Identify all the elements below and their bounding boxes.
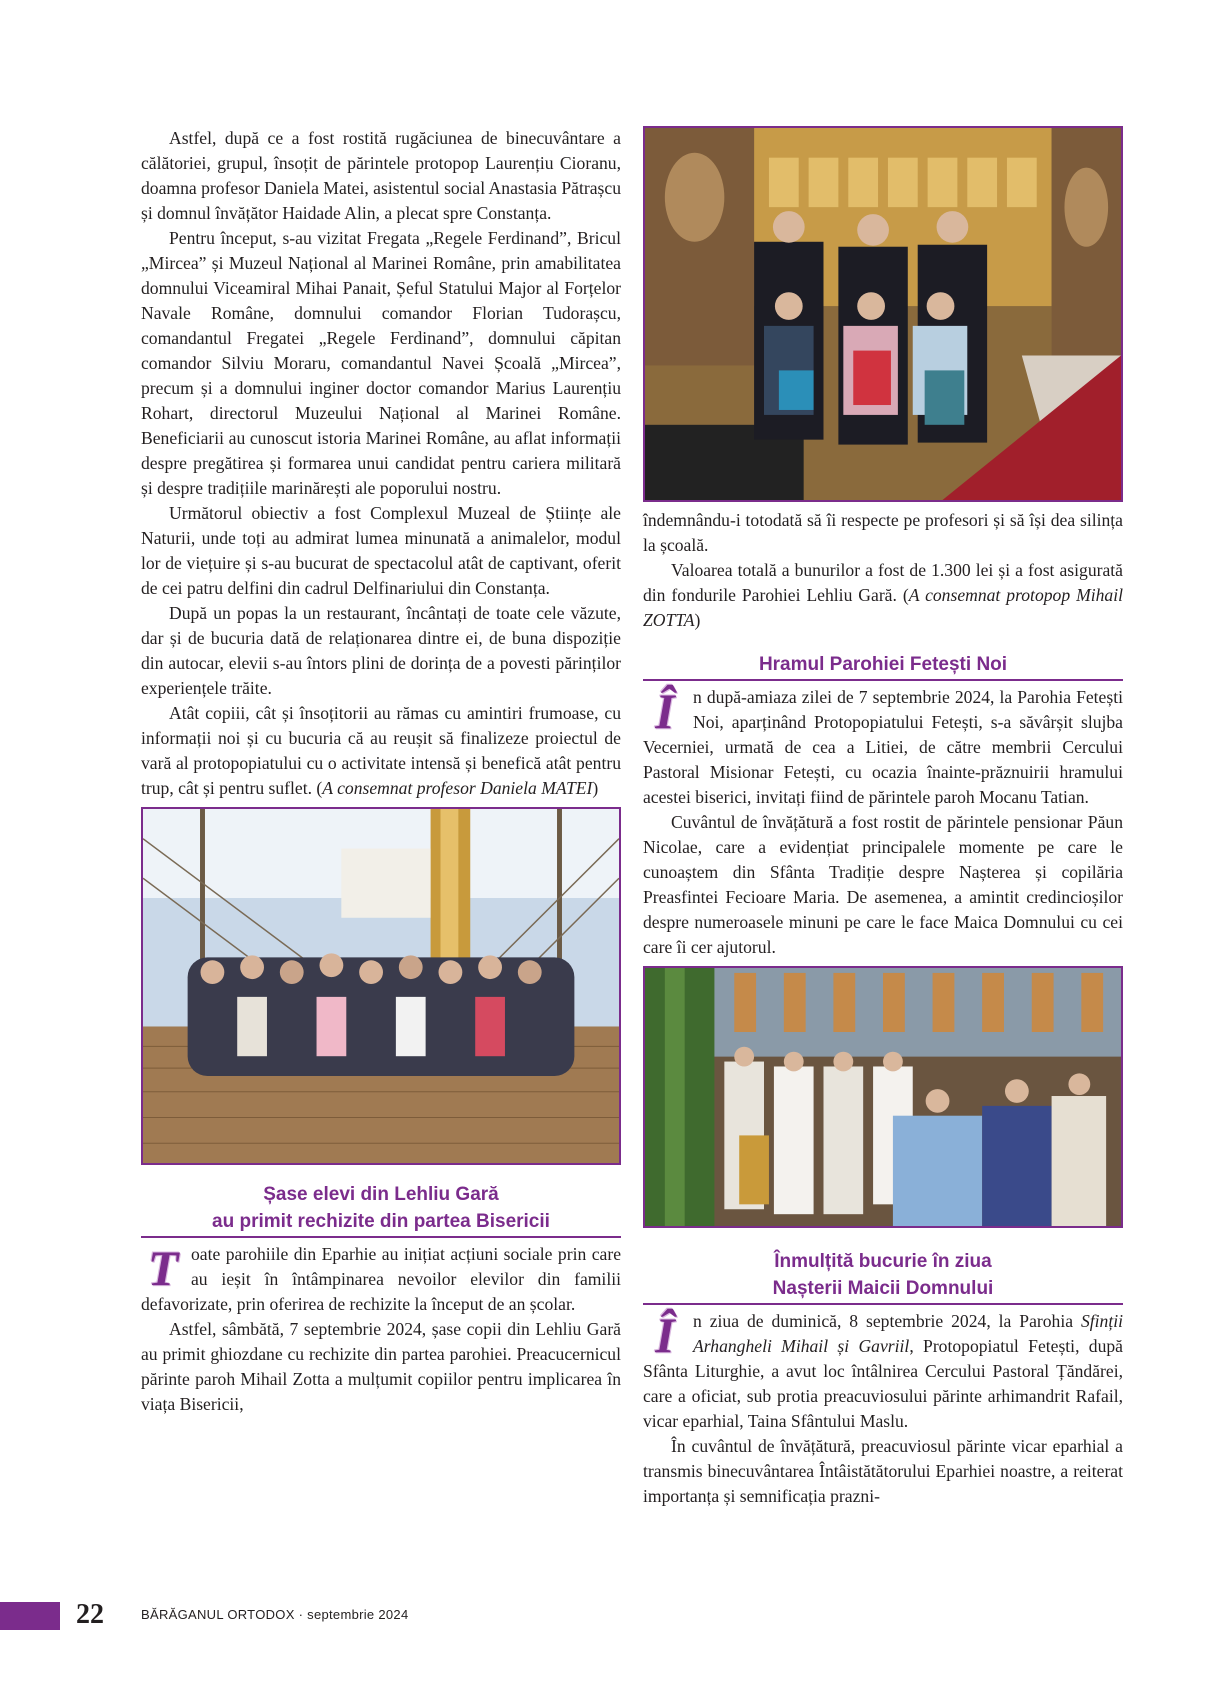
paragraph-text: n după-amiaza zilei de 7 septembrie 2024, la Parohia Fetești Noi, aparținând Protopopiatului Fetești, s-a săvârșit slujba Vecerniei, urmată de cea a Litiei, de către membrii Cercului Pastoral Misionar Fetești, cu ocazia înainte-prăznuirii hramului acestei biserici, invitați fiind de părintele paroh Mocanu Tatian. [643, 687, 1123, 807]
dropcap: T [147, 1240, 179, 1296]
footer-publication [141, 1607, 408, 1622]
church-service-photo-illustration [645, 968, 1121, 1226]
paragraph [141, 701, 621, 801]
article-title [141, 1181, 621, 1238]
article-title-line: Șase elevi din Lehliu Gară [263, 1184, 499, 1205]
paragraph-text: oate parohiile din Eparhie au inițiat acțiuni sociale prin care au ieșit în întâmpinarea nevoilor elevilor din familii defavorizate, prin oferirea de rechizite la început de an școlar. [141, 1244, 621, 1314]
left-column [141, 126, 621, 1417]
right-column [643, 126, 1123, 1509]
ship-deck-photo-illustration [143, 809, 619, 1163]
article-fetesti-noi [643, 651, 1123, 960]
page-number: 22 [76, 1599, 104, 1630]
paragraph: Cuvântul de învățătură a fost rostit de părintele pensionar Păun Nicolae, care a evidențiat principalele momente pe care le cunoaștem din Sfânta Tradiție despre Nașterea și copilăria Preasfintei Fecioare Maria. De asemenea, a amintit credincioșilor despre numeroasele minuni pe care le face Maica Domnului cu cei care îi cer ajutorul. [643, 812, 1123, 957]
footer-separator: · [294, 1607, 308, 1622]
church-children-photo-illustration [645, 128, 1121, 500]
dropcap: Î [655, 1307, 675, 1363]
signature: A consemnat protopop Mihail ZOTTA [643, 585, 1123, 630]
article-title [643, 1248, 1123, 1305]
paragraph-text: Valoarea totală a bunurilor a fost de 1.300 lei și a fost asigurată din fondurile Parohiei Lehliu Gară. ( [643, 560, 1123, 605]
signature: A consemnat profesor Daniela MATEI [322, 778, 593, 798]
parish-name: Sfinții Arhangheli Mihail și Gavriil [693, 1311, 1123, 1356]
footer-accent-bar [0, 1602, 60, 1630]
article-title-line: Înmulțită bucurie în ziua [774, 1251, 992, 1272]
paragraph-text: ) [694, 610, 701, 630]
paragraph: Pentru început, s-au vizitat Fregata „Regele Ferdinand”, Bricul „Mircea” și Muzeul Național al Marinei Române, prin amabilitatea domnului Viceamiral Mihai Panait, Șeful Statului Major al Forțelor Navale Române, domnului comandor Florian Tudorașcu, comandantul Fregatei „Regele Ferdinand”, domnului căpitan comandor Silviu Moraru, comandantul Navei Școală „Mircea”, precum și a domnului inginer doctor comandor Marius Laurențiu Rohart, directorul Muzeului Național al Marinei Române. Beneficiarii au cunoscut istoria Marinei Române, au aflat informații despre pregătirea și formarea unui candidat pentru cariera militară și despre tradițiile marinărești ale poporului nostru. [141, 228, 621, 498]
publication-name: BĂRĂGANUL ORTODOX [141, 1607, 295, 1622]
issue-date: septembrie 2024 [307, 1607, 409, 1622]
paragraph [643, 558, 1123, 633]
paragraph [643, 685, 1123, 810]
photo-ship-deck-group [141, 807, 621, 1165]
article-lehliu [141, 1181, 621, 1417]
paragraph [643, 1309, 1123, 1434]
article-title: Hramul Parohiei Fetești Noi [643, 651, 1123, 681]
paragraph: În cuvântul de învățătură, preacuviosul părinte vicar eparhial a transmis binecuvântarea Întâistătătorului Eparhiei noastre, a reiterat importanța și semnificația prazni- [643, 1436, 1123, 1506]
paragraph: Următorul obiectiv a fost Complexul Muzeal de Științe ale Naturii, unde toți au admirat lumea minunată a animalelor, modul lor de viețuire și s-au bucurat de spectacolul atât de captivant, oferit de cei patru delfini din cadrul Delfinariului din Constanța. [141, 503, 621, 598]
paragraph: Astfel, după ce a fost rostită rugăciunea de binecuvântare a călătoriei, grupul, însoțit de părintele protopop Laurențiu Cioranu, doamna profesor Daniela Matei, asistentul social Anastasia Pătrașcu și domnul învățător Haidade Alin, a plecat spre Constanța. [141, 128, 621, 223]
paragraph-text: ) [592, 778, 599, 798]
paragraph: Astfel, sâmbătă, 7 septembrie 2024, șase copii din Lehliu Gară au primit ghiozdane cu rechizite din partea parohiei. Preacucernicul părinte paroh Mihail Zotta a mulțumit copiilor pentru implicarea în viața Bisericii, [141, 1319, 621, 1414]
article-title-line: au primit rechizite din partea Bisericii [212, 1211, 550, 1232]
dropcap: Î [655, 683, 675, 739]
paragraph-text: n ziua de duminică, 8 septembrie 2024, la Parohia [693, 1311, 1081, 1331]
paragraph [141, 1242, 621, 1317]
photo-church-children [643, 126, 1123, 502]
paragraph-text: Atât copiii, cât și însoțitorii au rămas cu amintiri frumoase, cu informații noi și cu bucuria că au reușit să finalizeze proiectul de vară al protopopiatului cu o activitate intensă și benefică atât pentru trup, cât și pentru suflet. ( [141, 703, 621, 798]
paragraph-text: , Protopopiatul Fetești, după Sfânta Liturghie, a avut loc întâlnirea Cercului Pastoral Țăndărei, care a oficiat, sub protia preacuviosului părinte arhimandrit Rafail, vicar eparhial, Taina Sfântului Maslu. [643, 1336, 1123, 1431]
article-title-line: Nașterii Maicii Domnului [772, 1278, 994, 1299]
photo-church-service [643, 966, 1123, 1228]
paragraph: îndemnându-i totodată să îi respecte pe profesori și să își dea silința la școală. [643, 510, 1123, 555]
article-nasterea [643, 1248, 1123, 1509]
paragraph: După un popas la un restaurant, încântați de toate cele văzute, dar și de bucuria dată de relaționarea dintre ei, de buna dispoziție din autocar, elevii s-au întors plini de dorința de a povesti părinților experiențele trăite. [141, 603, 621, 698]
